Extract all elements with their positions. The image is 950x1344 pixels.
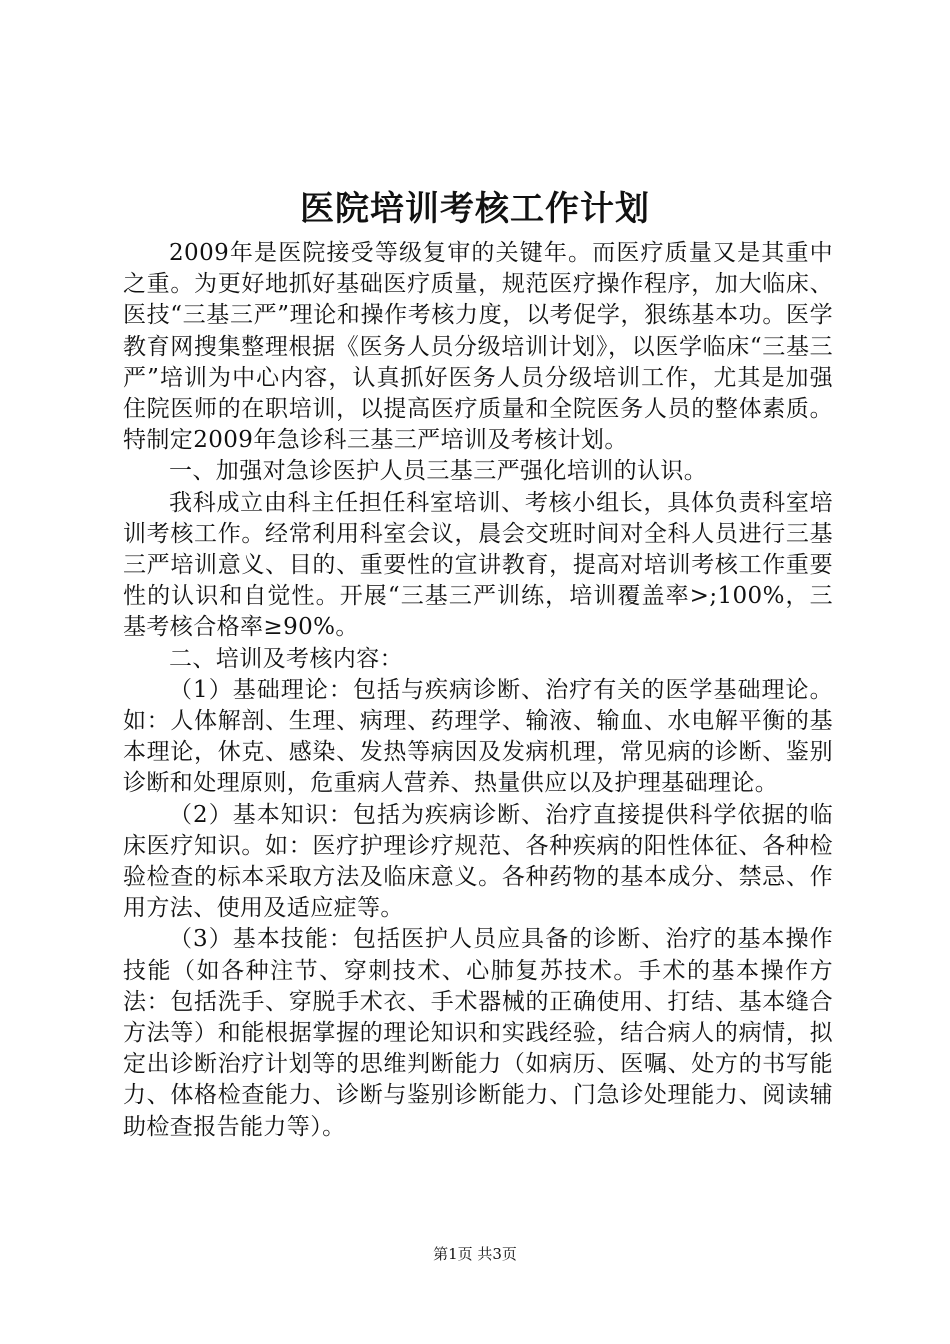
- paragraph-section-1: 我科成立由科主任担任科室培训、考核小组长，具体负责科室培训考核工作。经常利用科室会议，晨会交班时间对全科人员进行三基三严培训意义、目的、重要性的宣讲教育，提高对培训考核工作重要性的认识和自觉性。开展“三基三严训练，培训覆盖率>;100%，三基考核合格率≥90%。: [123, 489, 833, 641]
- page-footer: 第1页 共3页: [433, 1245, 517, 1263]
- section-heading-2: 二、培训及考核内容：: [169, 645, 403, 672]
- document-title: 医院培训考核工作计划: [300, 189, 650, 229]
- paragraph-basic-theory: （1）基础理论：包括与疾病诊断、治疗有关的医学基础理论。如：人体解剖、生理、病理、药理学、输液、输血、水电解平衡的基本理论，休克、感染、发热等病因及发病机理，常见病的诊断、鉴别诊断和处理原则，危重病人营养、热量供应以及护理基础理论。: [123, 676, 833, 797]
- section-heading-1: 一、加强对急诊医护人员三基三严强化培训的认识。: [169, 458, 708, 485]
- paragraph-basic-skills: （3）基本技能：包括医护人员应具备的诊断、治疗的基本操作技能（如各种注节、穿刺技术、心肺复苏技术。手术的基本操作方法：包括洗手、穿脱手术衣、手术器械的正确使用、打结、基本缝合方法等）和能根据掌握的理论知识和实践经验，结合病人的病情，拟定出诊断治疗计划等的思维判断能力（如病历、医嘱、处方的书写能力、体格检查能力、诊断与鉴别诊断能力、门急诊处理能力、阅读辅助检查报告能力等）。: [123, 926, 833, 1140]
- document-body: [123, 238, 833, 1143]
- paragraph-basic-knowledge: （2）基本知识：包括为疾病诊断、治疗直接提供科学依据的临床医疗知识。如：医疗护理诊疗规范、各种疾病的阳性体征、各种检验检查的标本采取方法及临床意义。各种药物的基本成分、禁忌、作用方法、使用及适应症等。: [123, 801, 833, 922]
- paragraph-intro: 2009年是医院接受等级复审的关键年。而医疗质量又是其重中之重。为更好地抓好基础医疗质量，规范医疗操作程序，加大临床、医技“三基三严”理论和操作考核力度，以考促学，狠练基本功。医学教育网搜集整理根据《医务人员分级培训计划》，以医学临床“三基三严”培训为中心内容，认真抓好医务人员分级培训工作，尤其是加强住院医师的在职培训，以提高医疗质量和全院医务人员的整体素质。特制定2009年急诊科三基三严培训及考核计划。: [123, 240, 833, 454]
